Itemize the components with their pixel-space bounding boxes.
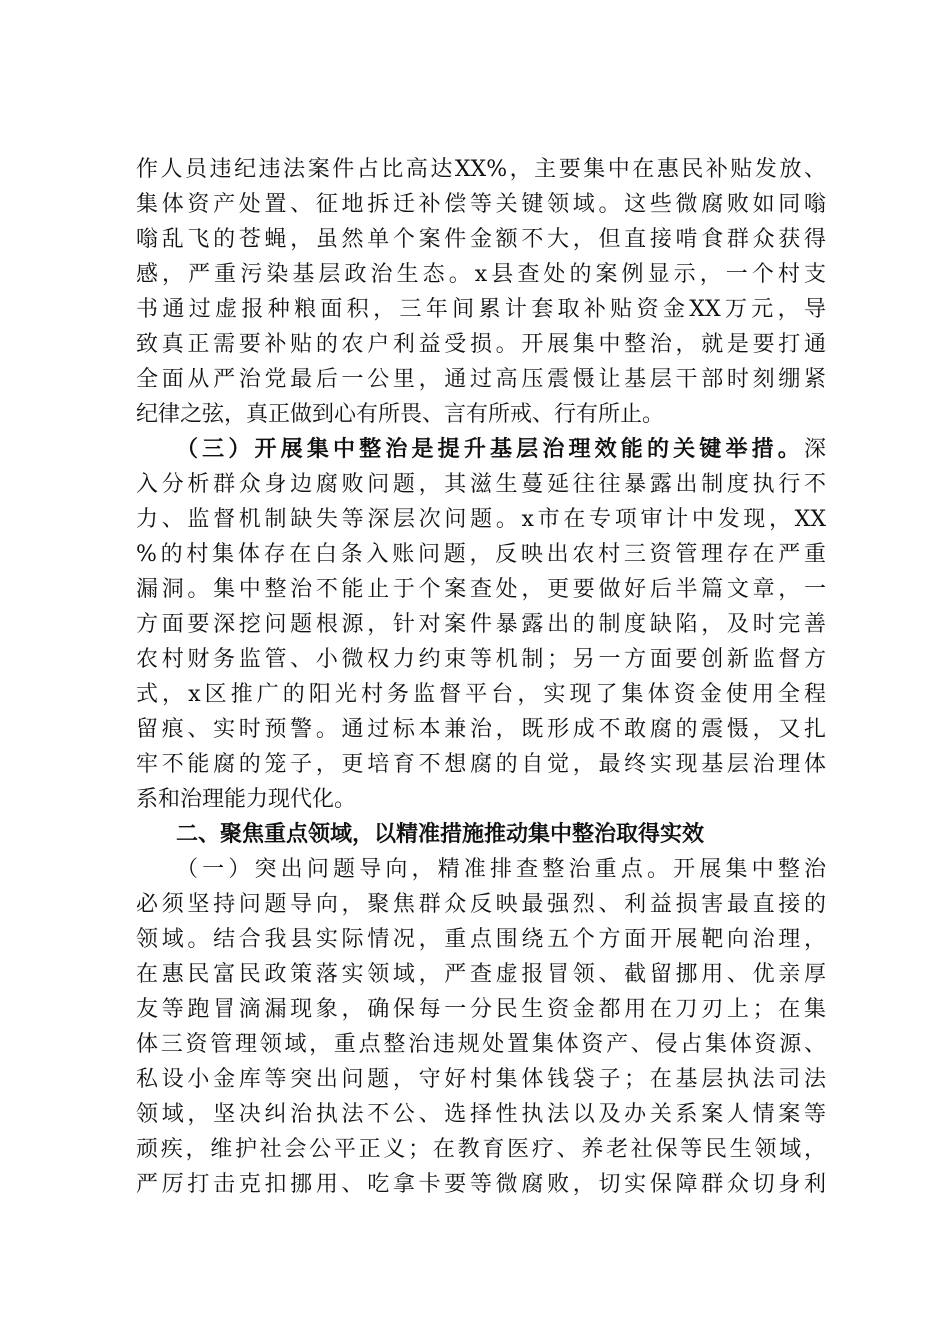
text-line: 留痕、实时预警。通过标本兼治，既形成不敢腐的震慑，又扎: [136, 717, 826, 742]
text-line: 领域。结合我县实际情况，重点围绕五个方面开展靶向治理，: [136, 927, 826, 952]
text-line: 嗡乱飞的苍蝇，虽然单个案件金额不大，但直接啃食群众获得: [136, 227, 826, 252]
text-line: 私设小金库等突出问题，守好村集体钱袋子；在基层执法司法: [136, 1067, 826, 1092]
paragraph-lead: [176, 432, 826, 468]
text-line: 书通过虚报种粮面积，三年间累计套取补贴资金XX万元，导: [136, 297, 826, 322]
text-line: 漏洞。集中整治不能止于个案查处，更要做好后半篇文章，一: [136, 577, 826, 602]
text-line: 式，x区推广的阳光村务监督平台，实现了集体资金使用全程: [136, 682, 826, 707]
section-heading: 二、聚焦重点领域，以精准措施推动集中整治取得实效: [176, 822, 705, 847]
text-line: 纪律之弦，真正做到心有所畏、言有所戒、行有所止。: [136, 402, 665, 427]
text-line: 农村财务监管、小微权力约束等机制；另一方面要创新监督方: [136, 647, 826, 672]
text-line: 感，严重污染基层政治生态。x县查处的案例显示，一个村支: [136, 262, 826, 287]
text-line: 领域，坚决纠治执法不公、选择性执法以及办关系案人情案等: [136, 1102, 826, 1127]
text-line: 必须坚持问题导向，聚焦群众反映最强烈、利益损害最直接的: [136, 892, 826, 917]
text-line: 系和治理能力现代化。: [136, 787, 357, 812]
text-line: 全面从严治党最后一公里，通过高压震慑让基层干部时刻绷紧: [136, 367, 826, 392]
text-line: 体三资管理领域，重点整治违规处置集体资产、侵占集体资源、: [136, 1032, 826, 1057]
paragraph-lead-rest: 深: [803, 437, 826, 462]
text-line: 致真正需要补贴的农户利益受损。开展集中整治，就是要打通: [136, 332, 826, 357]
text-line: 方面要深挖问题根源，针对案件暴露出的制度缺陷，及时完善: [136, 612, 826, 637]
text-line: 力、监督机制缺失等深层次问题。x市在专项审计中发现，XX: [136, 507, 826, 532]
paragraph-lead: （一）突出问题导向，精准排查整治重点。开展集中整治: [176, 857, 826, 882]
text-line: 牢不能腐的笼子，更培育不想腐的自觉，最终实现基层治理体: [136, 752, 826, 777]
paragraph-lead-bold: （三）开展集中整治是提升基层治理效能的关键举措。: [176, 437, 804, 462]
text-line: 严厉打击克扣挪用、吃拿卡要等微腐败，切实保障群众切身利: [136, 1172, 826, 1197]
text-line: %的村集体存在白条入账问题，反映出农村三资管理存在严重: [136, 542, 826, 567]
text-line: 作人员违纪违法案件占比高达XX%，主要集中在惠民补贴发放、: [136, 157, 826, 182]
text-line: 入分析群众身边腐败问题，其滋生蔓延往往暴露出制度执行不: [136, 472, 826, 497]
text-line: 在惠民富民政策落实领域，严查虚报冒领、截留挪用、优亲厚: [136, 962, 826, 987]
text-line: 集体资产处置、征地拆迁补偿等关键领域。这些微腐败如同嗡: [136, 192, 826, 217]
text-line: 友等跑冒滴漏现象，确保每一分民生资金都用在刀刃上；在集: [136, 997, 826, 1022]
text-line: 顽疾，维护社会公平正义；在教育医疗、养老社保等民生领域，: [136, 1137, 826, 1162]
